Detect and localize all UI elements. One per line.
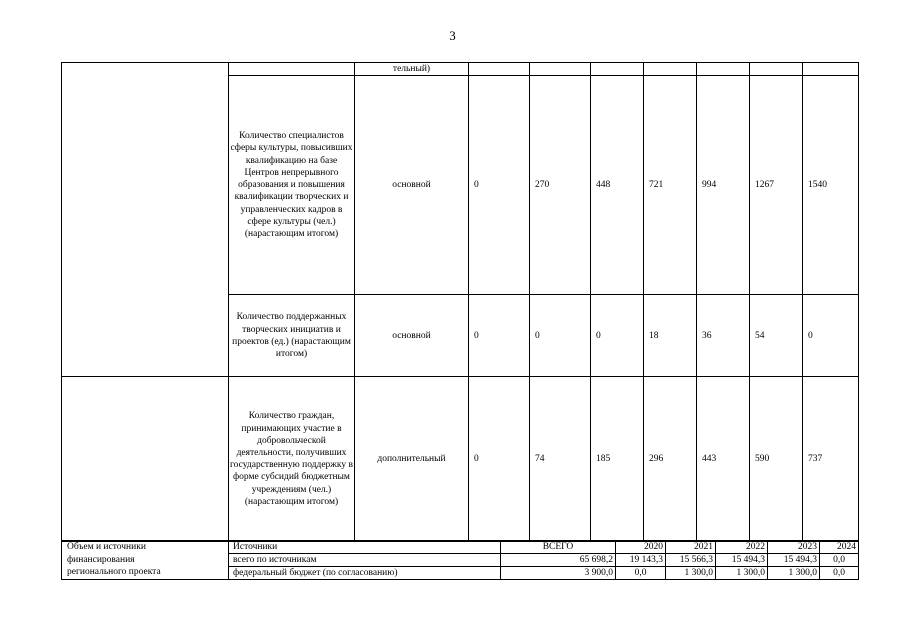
value-cell: 590 (750, 377, 803, 542)
source-name: всего по источникам (229, 554, 501, 567)
year-value: 15 494,3 (716, 554, 768, 567)
year-value: 15 494,3 (768, 554, 820, 567)
value-cell: 185 (591, 377, 644, 542)
source-name: федеральный бюджет (по согласованию) (229, 567, 501, 580)
empty-label-cell (62, 377, 229, 542)
total-value: 3 900,0 (501, 567, 616, 580)
year-header: 2020 (616, 541, 666, 554)
year-value: 0,0 (820, 567, 859, 580)
indicator-row (62, 377, 859, 542)
value-cell: 36 (697, 295, 750, 377)
empty-cell (229, 63, 355, 76)
empty-label-cell (62, 63, 229, 377)
year-value: 1 300,0 (716, 567, 768, 580)
year-value: 0,0 (820, 554, 859, 567)
value-cell: 1267 (750, 76, 803, 295)
value-cell: 74 (530, 377, 591, 542)
indicator-type: основной (355, 295, 469, 377)
indicator-name: Количество специалистов сферы культуры, повысивших квалификацию на базе Центров непрерывного образования и повышения квалификации творческих и управленческих кадров в сфере культуры (чел.) (нарастающим итогом) (229, 76, 355, 295)
indicators-table (61, 62, 859, 542)
indicator-name: Количество поддержанных творческих инициатив и проектов (ед.) (нарастающим итогом) (229, 295, 355, 377)
indicator-name: Количество граждан, принимающих участие в добровольческой деятельности, получивших государственную поддержку в форме субсидий бюджетным учреждениям (чел.) (нарастающим итогом) (229, 377, 355, 542)
year-header: 2021 (666, 541, 716, 554)
value-cell: 0 (469, 295, 530, 377)
value-cell: 0 (469, 76, 530, 295)
year-header: 2022 (716, 541, 768, 554)
financing-row (62, 554, 859, 567)
continued-type-text: тельный) (355, 63, 469, 76)
year-header: 2023 (768, 541, 820, 554)
value-cell: 18 (644, 295, 697, 377)
value-cell: 54 (750, 295, 803, 377)
value-cell: 0 (591, 295, 644, 377)
indicator-type: дополнительный (355, 377, 469, 542)
financing-label-line: финансирования (62, 554, 229, 567)
year-value: 19 143,3 (616, 554, 666, 567)
financing-label-line: Объем и источники (62, 541, 229, 554)
value-cell: 270 (530, 76, 591, 295)
year-value: 1 300,0 (666, 567, 716, 580)
value-cell: 448 (591, 76, 644, 295)
total-value: 65 698,2 (501, 554, 616, 567)
value-cell: 443 (697, 377, 750, 542)
financing-table (61, 540, 859, 580)
financing-label-line: регионального проекта (62, 567, 229, 580)
value-cell: 0 (530, 295, 591, 377)
value-cell: 1540 (803, 76, 859, 295)
value-cell: 296 (644, 377, 697, 542)
page-number: 3 (449, 28, 456, 43)
financing-header-row (62, 541, 859, 554)
value-cell: 0 (469, 377, 530, 542)
indicator-type: основной (355, 76, 469, 295)
year-value: 1 300,0 (768, 567, 820, 580)
total-header: ВСЕГО (501, 541, 616, 554)
year-header: 2024 (820, 541, 859, 554)
value-cell: 994 (697, 76, 750, 295)
value-cell: 721 (644, 76, 697, 295)
year-value: 0,0 (616, 567, 666, 580)
year-value: 15 566,3 (666, 554, 716, 567)
sources-header: Источники (229, 541, 501, 554)
value-cell: 0 (803, 295, 859, 377)
financing-row (62, 567, 859, 580)
value-cell: 737 (803, 377, 859, 542)
continued-row (62, 63, 859, 76)
